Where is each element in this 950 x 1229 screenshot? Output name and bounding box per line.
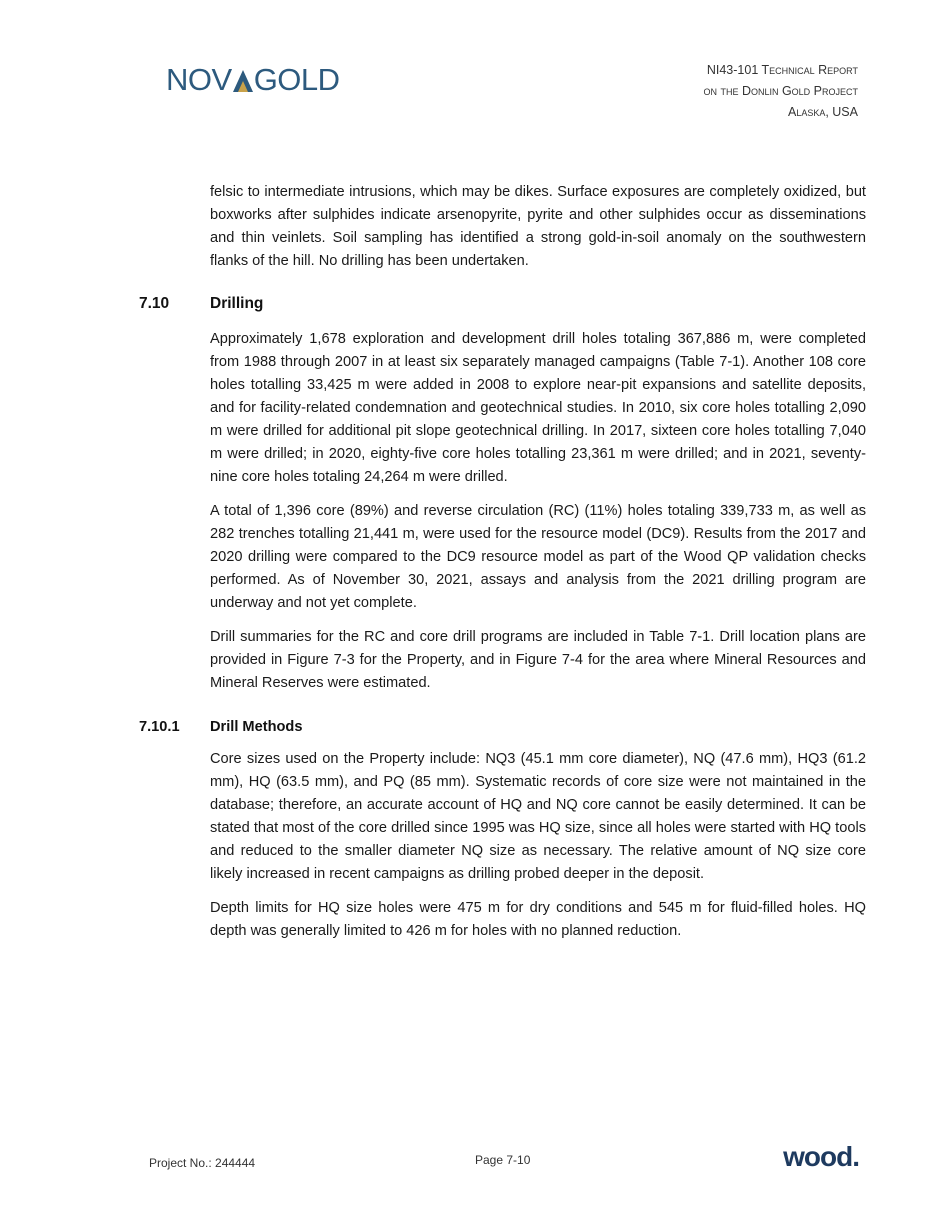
- report-title-line2: on the Donlin Gold Project: [703, 84, 858, 98]
- subsection-title: Drill Methods: [210, 719, 303, 735]
- body-paragraph: Core sizes used on the Property include: NQ3 (45.1 mm core diameter), NQ (47.6 mm), HQ3 (61.2 mm), HQ (63.5 mm), and PQ (85 mm). Systematic records of core size were not maintained in the database; therefore, an accurate account of HQ and NQ core cannot be easily determined. It can be stated that most of the core drilled since 1995 was HQ size, since all holes were started with HQ tools and reduced to the smaller diameter NQ size as necessary. The relative amount of NQ size core likely increased in recent campaigns as drilling probed deeper in the deposit.: [210, 751, 866, 882]
- wood-logo: wood.: [783, 1141, 859, 1172]
- project-number: Project No.: 244444: [149, 1156, 256, 1170]
- document-body: [0, 181, 950, 943]
- logo-text-suffix: GOLD: [253, 62, 340, 97]
- body-paragraph: Drill summaries for the RC and core drill programs are included in Table 7-1. Drill location plans are provided in Figure 7-3 for the Property, and in Figure 7-4 for the area where Mineral Resources and Mineral Reserves were estimated.: [210, 629, 866, 691]
- report-title-line1: NI43-101 Technical Report: [706, 63, 858, 77]
- logo-a-triangle-icon: [232, 71, 254, 95]
- page-number: Page 7-10: [475, 1153, 531, 1167]
- section-title: Drilling: [210, 295, 264, 312]
- report-header: [704, 60, 859, 123]
- section-number: 7.10: [139, 295, 170, 312]
- novagold-logo: [166, 64, 340, 95]
- section-heading-drilling: [0, 295, 950, 313]
- subsection-number: 7.10.1: [139, 719, 180, 735]
- logo-text-prefix: NOV: [166, 62, 232, 97]
- body-paragraph: A total of 1,396 core (89%) and reverse circulation (RC) (11%) holes totaling 339,733 m, as well as 282 trenches totalling 21,441 m, were used for the resource model (DC9). Results from the 2017 and 2020 drilling were compared to the DC9 resource model as part of the Wood QP validation checks performed. As of November 30, 2021, assays and analysis from the 2021 drilling program are underway and not yet complete.: [210, 503, 866, 611]
- subsection-heading-drill-methods: [0, 719, 950, 735]
- report-title-line3: Alaska, USA: [787, 105, 858, 119]
- body-paragraph: Approximately 1,678 exploration and development drill holes totaling 367,886 m, were completed from 1988 through 2007 in at least six separately managed campaigns (Table 7-1). Another 108 core holes totalling 33,425 m were added in 2008 to explore near-pit expansions and satellite deposits, and for facility-related condemnation and geotechnical studies. In 2010, six core holes totalling 2,090 m were drilled for additional pit slope geotechnical drilling. In 2017, sixteen core holes totalling 7,040 m were drilled; in 2020, eighty-five core holes totalling 23,361 m were drilled; and in 2021, seventy-nine core holes totaling 24,264 m were drilled.: [210, 331, 866, 485]
- body-paragraph: Depth limits for HQ size holes were 475 m for dry conditions and 545 m for fluid-filled holes. HQ depth was generally limited to 426 m for holes with no planned reduction.: [210, 900, 866, 939]
- intro-paragraph: felsic to intermediate intrusions, which may be dikes. Surface exposures are completely oxidized, but boxworks after sulphides indicate arsenopyrite, pyrite and other sulphides occur as disseminations and thin veinlets. Soil sampling has identified a strong gold-in-soil anomaly on the southwestern flanks of the hill. No drilling has been undertaken.: [210, 184, 866, 269]
